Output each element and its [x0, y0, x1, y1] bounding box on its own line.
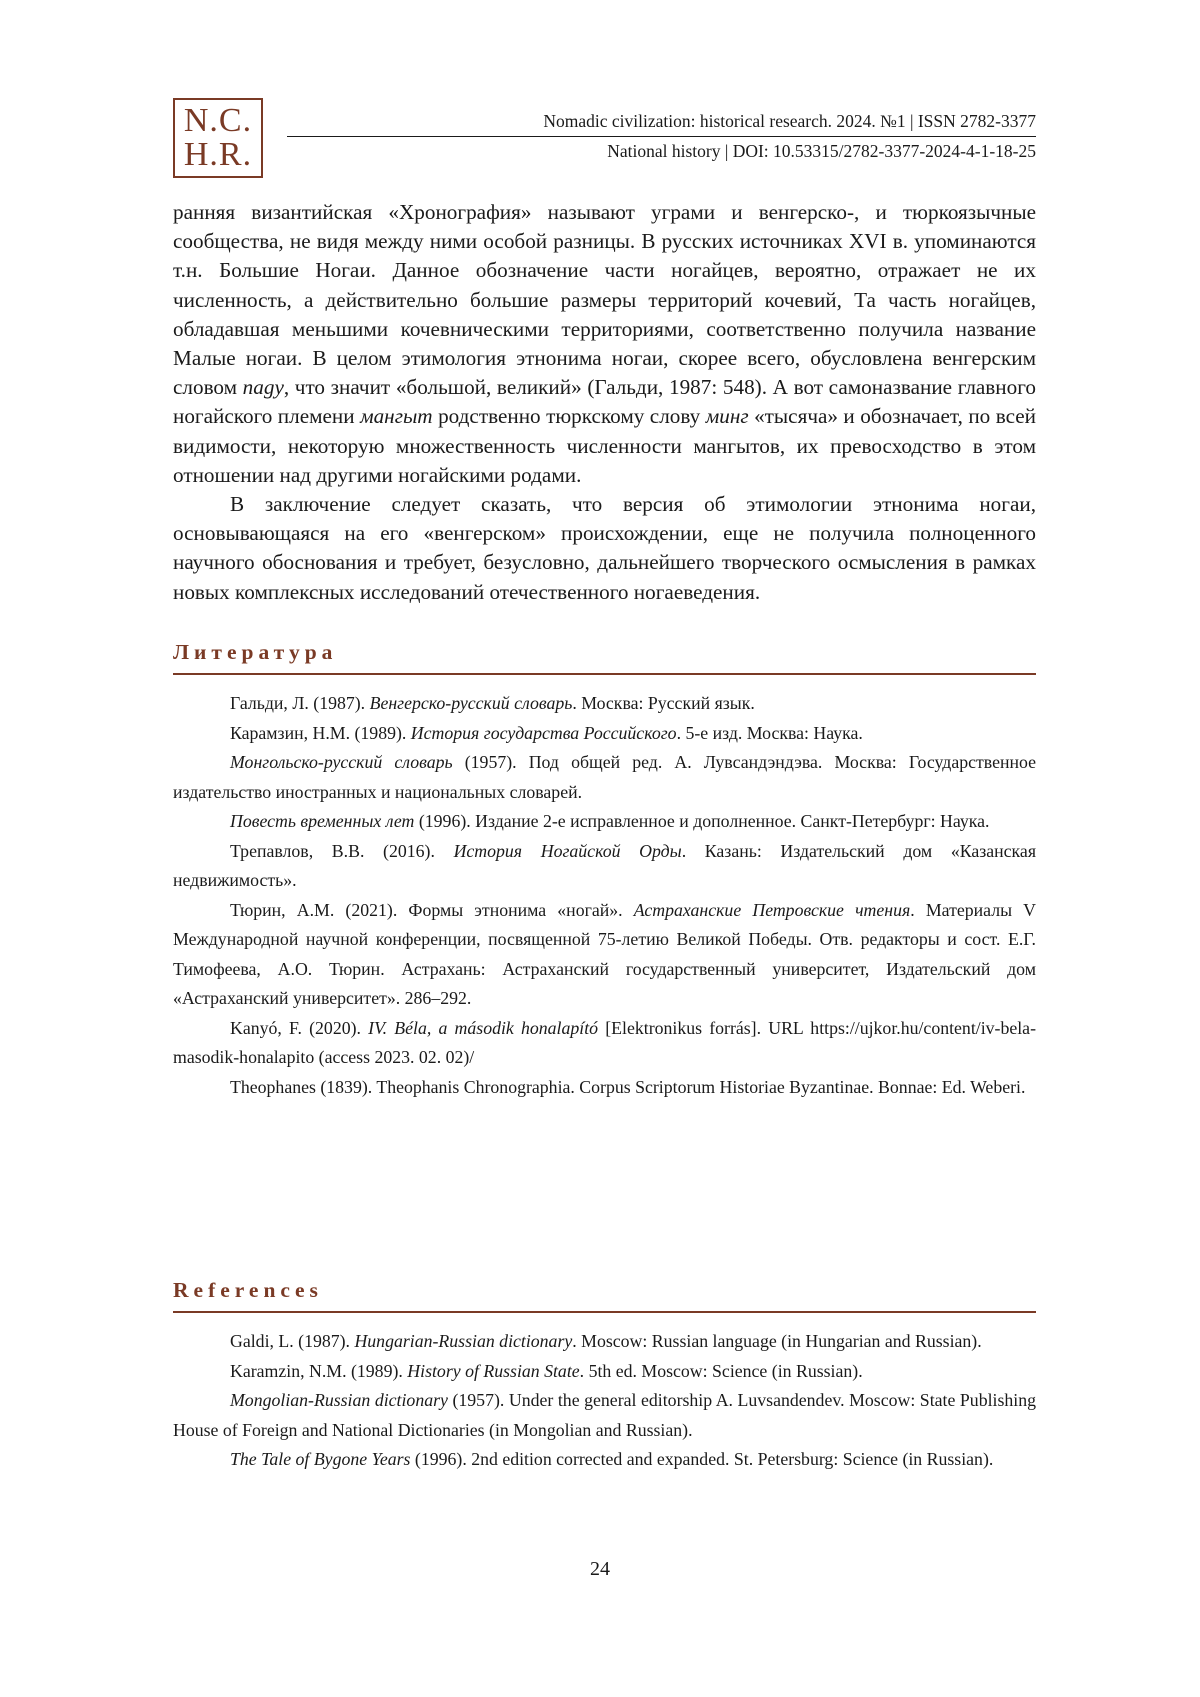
ref-rest: . Москва: Русский язык. — [572, 693, 755, 713]
ref-author: Kanyó, F. (2020). — [230, 1017, 369, 1038]
ref-rest: (1957). Under the general editorship A. Luvsandendev. Moscow: State Publishing House of Foreign and National Dictionaries (in Mongolian and Russian). — [173, 1390, 1036, 1440]
literature-heading: Литература — [173, 640, 338, 664]
journal-logo — [173, 98, 263, 178]
literature-item — [173, 719, 1036, 749]
ref-author: Тюрин, А.М. (2021). Формы этнонима «ногай». — [230, 899, 634, 920]
ref-author: Карамзин, Н.М. (1989). — [230, 722, 411, 743]
reference-item — [173, 1357, 1036, 1387]
logo-line-1: N.C. — [183, 102, 253, 139]
ref-rest: [Elektronikus forrás]. URL https://ujkor.hu/content/iv-bela-masodik-honalapito (access 2023. 02. 02)/ — [173, 1017, 1036, 1067]
literature-item — [173, 807, 1036, 837]
ref-rest: . Материалы V Международной научной конференции, посвященной 75-летию Великой Победы. Отв. редакторы и сост. Е.Г. Тимофеева, А.О. Тюрин. Астрахань: Астраханский государственный университет, Издательский дом «Астраханский университет». 286–292. — [173, 899, 1036, 1008]
p1-term-nagy: nagy — [242, 375, 284, 400]
literature-item — [173, 689, 1036, 719]
ref-rest: (1996). 2nd edition corrected and expanded. St. Petersburg: Science (in Russian). — [410, 1449, 994, 1469]
reference-item — [173, 1386, 1036, 1445]
ref-title: IV. Béla, a második honalapító — [368, 1017, 599, 1038]
ref-title: Mongolian-Russian dictionary — [230, 1390, 448, 1410]
ref-author: Трепавлов, В.В. (2016). — [230, 840, 454, 861]
literature-item: Theophanes (1839). Theophanis Chronographia. Corpus Scriptorum Historiae Byzantinae. Bonnae: Ed. Weberi. — [230, 1076, 1026, 1097]
ref-title: Монгольско-русский словарь — [230, 752, 453, 772]
p1-text-d: «тысяча» и обозначает, по всей видимости, некоторую множественность численности мангытов, их превосходство в этом отношении над другими ногайскими родами. — [173, 404, 1037, 487]
p1-term-ming: минг — [705, 404, 749, 429]
ref-title: История Ногайской Орды — [453, 840, 682, 861]
ref-rest: . Moscow: Russian language (in Hungarian and Russian). — [572, 1331, 982, 1351]
ref-title: История государства Российского — [410, 722, 677, 743]
ref-author: Galdi, L. (1987). — [230, 1331, 355, 1351]
ref-rest: . Казань: Издательский дом «Казанская недвижимость». — [173, 840, 1036, 890]
references-rule — [173, 1311, 1036, 1313]
ref-author: Гальди, Л. (1987). — [230, 693, 370, 713]
literature-list — [173, 689, 1036, 1102]
references-heading: References — [173, 1278, 323, 1302]
ref-title: Венгерско-русский словарь — [369, 693, 573, 713]
page-number: 24 — [590, 1558, 610, 1580]
logo-line-2: H.R. — [183, 136, 253, 173]
ref-title: History of Russian State — [407, 1360, 580, 1381]
ref-title: Повесть временных лет — [230, 811, 415, 831]
ref-rest: . 5th ed. Moscow: Science (in Russian). — [579, 1360, 863, 1381]
literature-rule — [173, 673, 1036, 675]
ref-title: Астраханские Петровские чтения — [633, 899, 911, 920]
ref-author: Karamzin, N.M. (1989). — [230, 1360, 408, 1381]
body-text — [173, 198, 1036, 607]
section-doi: National history | DOI: 10.53315/2782-3377-2024-4-1-18-25 — [607, 141, 1036, 161]
ref-rest: (1957). Под общей ред. А. Лувсандэндэва. Москва: Государственное издательство иностранных и национальных словарей. — [173, 752, 1036, 802]
literature-item — [173, 896, 1036, 1014]
paragraph-1 — [173, 198, 1036, 490]
journal-title: Nomadic civilization: historical research. 2024. №1 | ISSN 2782-3377 — [543, 111, 1036, 131]
reference-item — [173, 1327, 1036, 1357]
ref-title: The Tale of Bygone Years — [230, 1449, 411, 1469]
references-list — [173, 1327, 1036, 1475]
literature-item — [173, 1014, 1036, 1073]
p1-text-c: родственно тюркскому слову — [432, 404, 706, 429]
paragraph-2: В заключение следует сказать, что версия об этимологии этнонима ногаи, основывающаяся на его «венгерском» происхождении, еще не получила полноценного научного обоснования и требует, безусловно, дальнейшего творческого осмысления в рамках новых комплексных исследований отечественного ногаеведения. — [173, 492, 1036, 604]
p1-text-b: , что значит «большой, великий» (Гальди, 1987: 548). А вот самоназвание главного ногайского племени — [173, 375, 1036, 429]
ref-title: Hungarian-Russian dictionary — [354, 1331, 573, 1351]
p1-text-a: ранняя византийская «Хронография» называют уграми и венгерско-, и тюркоязычные сообщества, не видя между ними особой разницы. В русских источниках XVI в. упоминаются т.н. Большие Ногаи. Данное обозначение части ногайцев, вероятно, отражает не их численность, а действительно большие размеры территорий кочевий, Та часть ногайцев, обладавшая меньшими кочевническими территориями, соответственно получила название Малые ногаи. В целом этимология этнонима ногаи, скорее всего, обусловлена венгерским словом — [173, 200, 1036, 400]
ref-rest: (1996). Издание 2-е исправленное и дополненное. Санкт-Петербург: Наука. — [414, 811, 990, 831]
reference-item — [173, 1445, 1036, 1475]
p1-term-mangyt: мангыт — [360, 404, 433, 429]
header-rule — [287, 136, 1036, 137]
ref-rest: . 5-е изд. Москва: Наука. — [676, 722, 863, 743]
literature-item — [173, 748, 1036, 807]
literature-item — [173, 837, 1036, 896]
